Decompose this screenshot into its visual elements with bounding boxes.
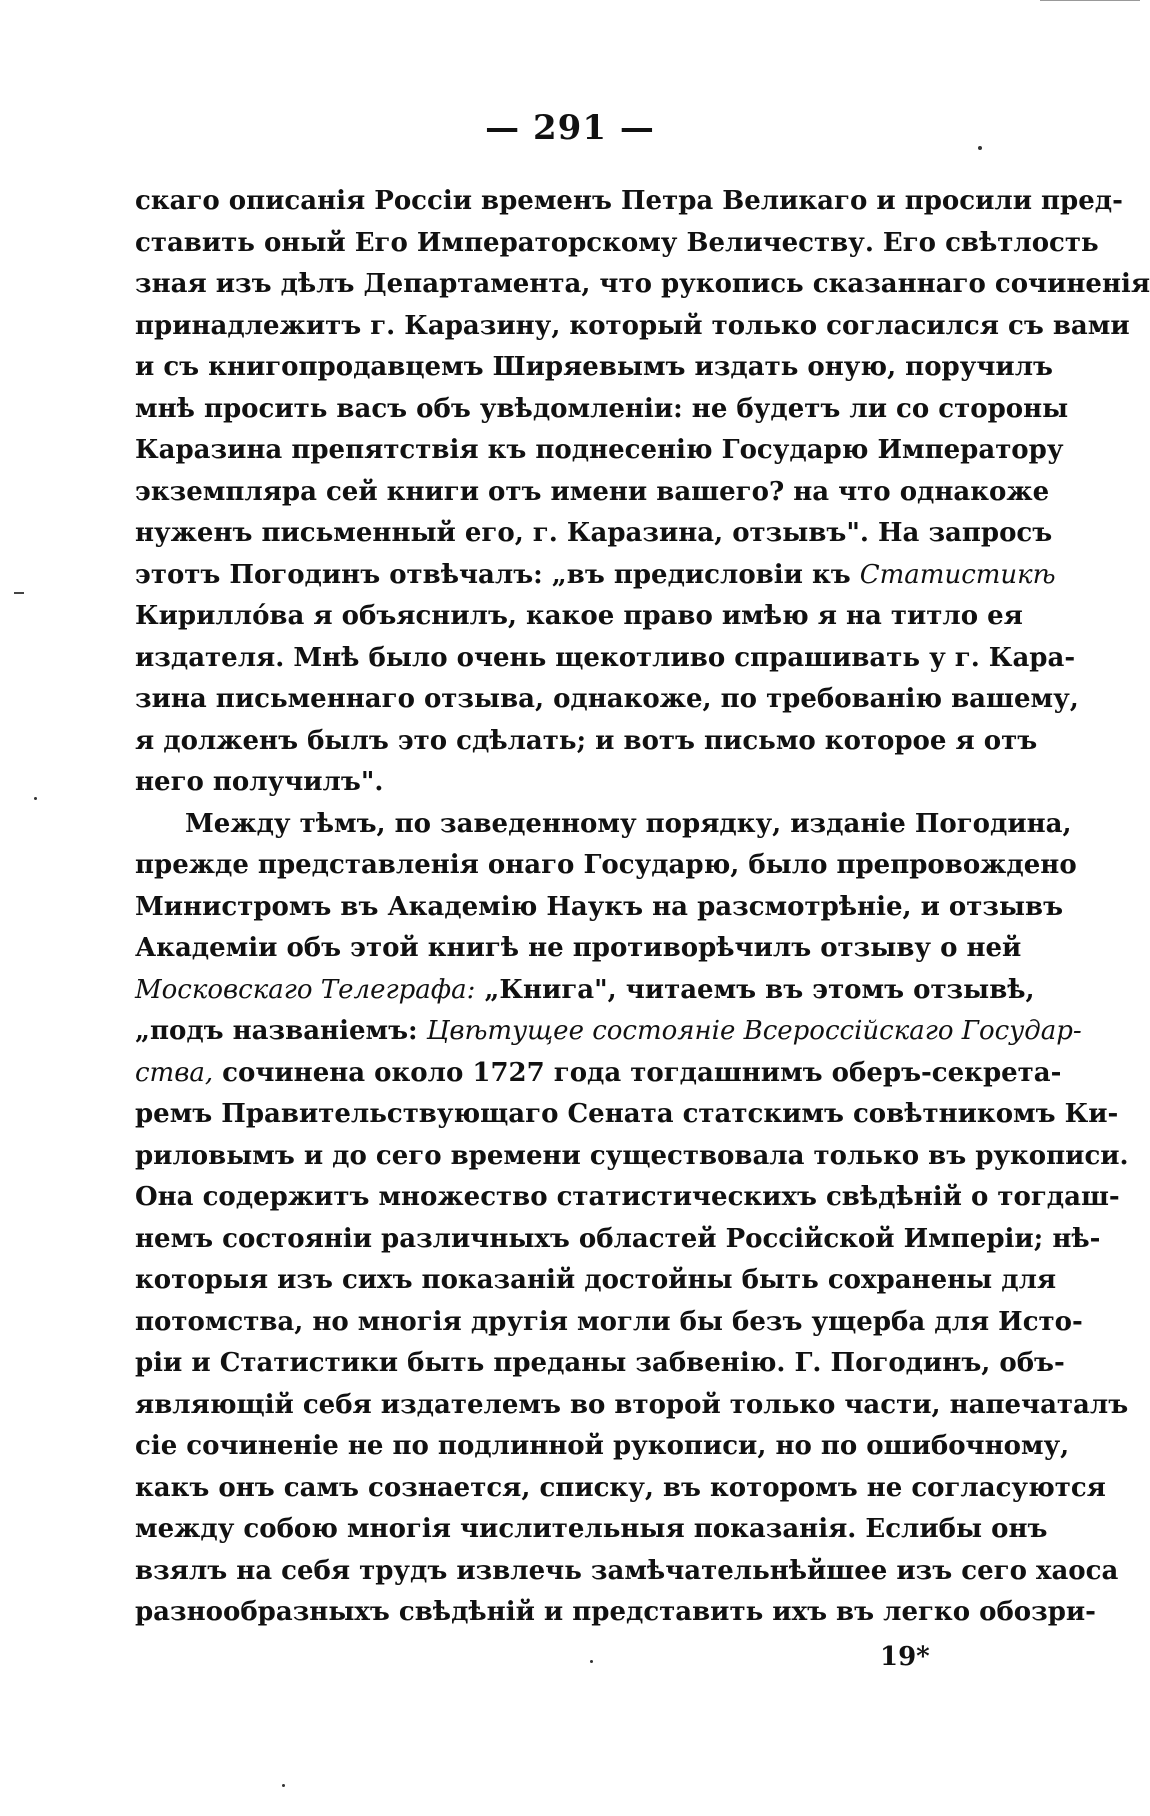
scan-mark — [14, 592, 24, 594]
text-line: издателя. Мнѣ было очень щекотливо спрашивать у г. Кара- — [135, 642, 1076, 673]
text-line: зина письменнаго отзыва, однакоже, по требованію вашему, — [135, 684, 1079, 714]
text-line: разнообразныхъ свѣдѣній и представить ихъ въ легко обозри- — [135, 1597, 1096, 1627]
scan-speck — [282, 1784, 285, 1787]
text-line: риловымъ и до сего времени существовала только въ рукописи. — [135, 1140, 1129, 1171]
text-line: Между тѣмъ, по заведенному порядку, изданіе Погодина, — [185, 808, 1072, 839]
text-line: потомства, но многія другія могли бы безъ ущерба для Исто- — [135, 1306, 1083, 1337]
text-line: взялъ на себя трудъ извлечь замѣчательнѣйшее изъ сего хаоса — [135, 1555, 1119, 1586]
text-segment: этотъ Погодинъ отвѣчалъ: „въ предисловіи къ — [135, 559, 860, 590]
text-line: зная изъ дѣлъ Департамента, что рукопись сказаннаго сочиненія — [135, 269, 1150, 299]
page-number: — 291 — — [485, 108, 655, 148]
text-segment: „подъ названіемъ: — [135, 1016, 427, 1046]
signature-mark: 19* — [880, 1642, 930, 1672]
text-line — [135, 970, 1035, 1012]
text-line — [135, 555, 1056, 597]
text-line: него получилъ". — [135, 767, 384, 797]
scan-edge-mark — [1040, 0, 1140, 11]
italic-segment: Московскаго Телеграфа: — [135, 974, 476, 1005]
text-line: между собою многія числительныя показанія. Еслибы онъ — [135, 1514, 1048, 1544]
text-line: Она содержитъ множество статистическихъ свѣдѣній о тогдаш- — [135, 1182, 1120, 1212]
italic-segment: Цвѣтущее состояніе Всероссійскаго Государ- — [426, 1016, 1082, 1046]
text-line: ставить оный Его Императорскому Величеству. Его свѣтлость — [135, 227, 1099, 258]
text-line: принадлежитъ г. Каразину, который только согласился съ вами — [135, 310, 1130, 341]
text-line: сіе сочиненіе не по подлинной рукописи, но по ошибочному, — [135, 1431, 1070, 1461]
text-line: Министромъ въ Академію Наукъ на разсмотрѣніе, и отзывъ — [135, 891, 1064, 922]
text-line: и съ книгопродавцемъ Ширяевымъ издать оную, поручилъ — [135, 352, 1053, 382]
text-line: являющій себя издателемъ во второй только части, напечаталъ — [135, 1389, 1129, 1420]
text-line: экземпляра сей книги отъ имени вашего? на что однакоже — [135, 476, 1050, 507]
text-line: ремъ Правительствующаго Сената статскимъ совѣтникомъ Ки- — [135, 1099, 1119, 1129]
scan-speck — [590, 1660, 593, 1663]
text-line: которыя изъ сихъ показаній достойны быть сохранены для — [135, 1265, 1057, 1295]
body-text — [135, 181, 1150, 1634]
text-line: нуженъ письменный его, г. Каразина, отзывъ". На запросъ — [135, 518, 1053, 548]
text-line: прежде представленія онаго Государю, было препровождено — [135, 850, 1077, 880]
text-line: я долженъ былъ это сдѣлать; и вотъ письмо которое я отъ — [135, 725, 1038, 756]
text-line — [135, 1053, 1062, 1095]
text-line: скаго описанія Россіи временъ Петра Великаго и просили пред- — [135, 186, 1123, 216]
scan-speck — [34, 797, 37, 800]
text-line: ріи и Статистики быть преданы забвенію. Г. Погодинъ, объ- — [135, 1348, 1065, 1378]
text-line: мнѣ просить васъ объ увѣдомленіи: не будетъ ли со стороны — [135, 393, 1069, 424]
italic-segment: Статистикѣ — [859, 559, 1056, 590]
text-line: Каразина препятствія къ поднесенію Государю Императору — [135, 435, 1064, 465]
text-segment: сочинена около 1727 года тогдашнимъ оберъ-секрета- — [213, 1057, 1062, 1088]
italic-segment: ства, — [135, 1057, 214, 1088]
text-line: Кириллóва я объяснилъ, какое право имѣю я на титло ея — [135, 601, 1023, 631]
text-line: немъ состояніи различныхъ областей Россійской Имперіи; нѣ- — [135, 1223, 1101, 1254]
text-line — [135, 1011, 1082, 1053]
text-line: Академіи объ этой книгѣ не противорѣчилъ отзыву о ней — [135, 933, 1022, 963]
text-segment: „Книга", читаемъ въ этомъ отзывѣ, — [475, 974, 1035, 1005]
text-line: какъ онъ самъ сознается, списку, въ которомъ не согласуются — [135, 1472, 1106, 1503]
